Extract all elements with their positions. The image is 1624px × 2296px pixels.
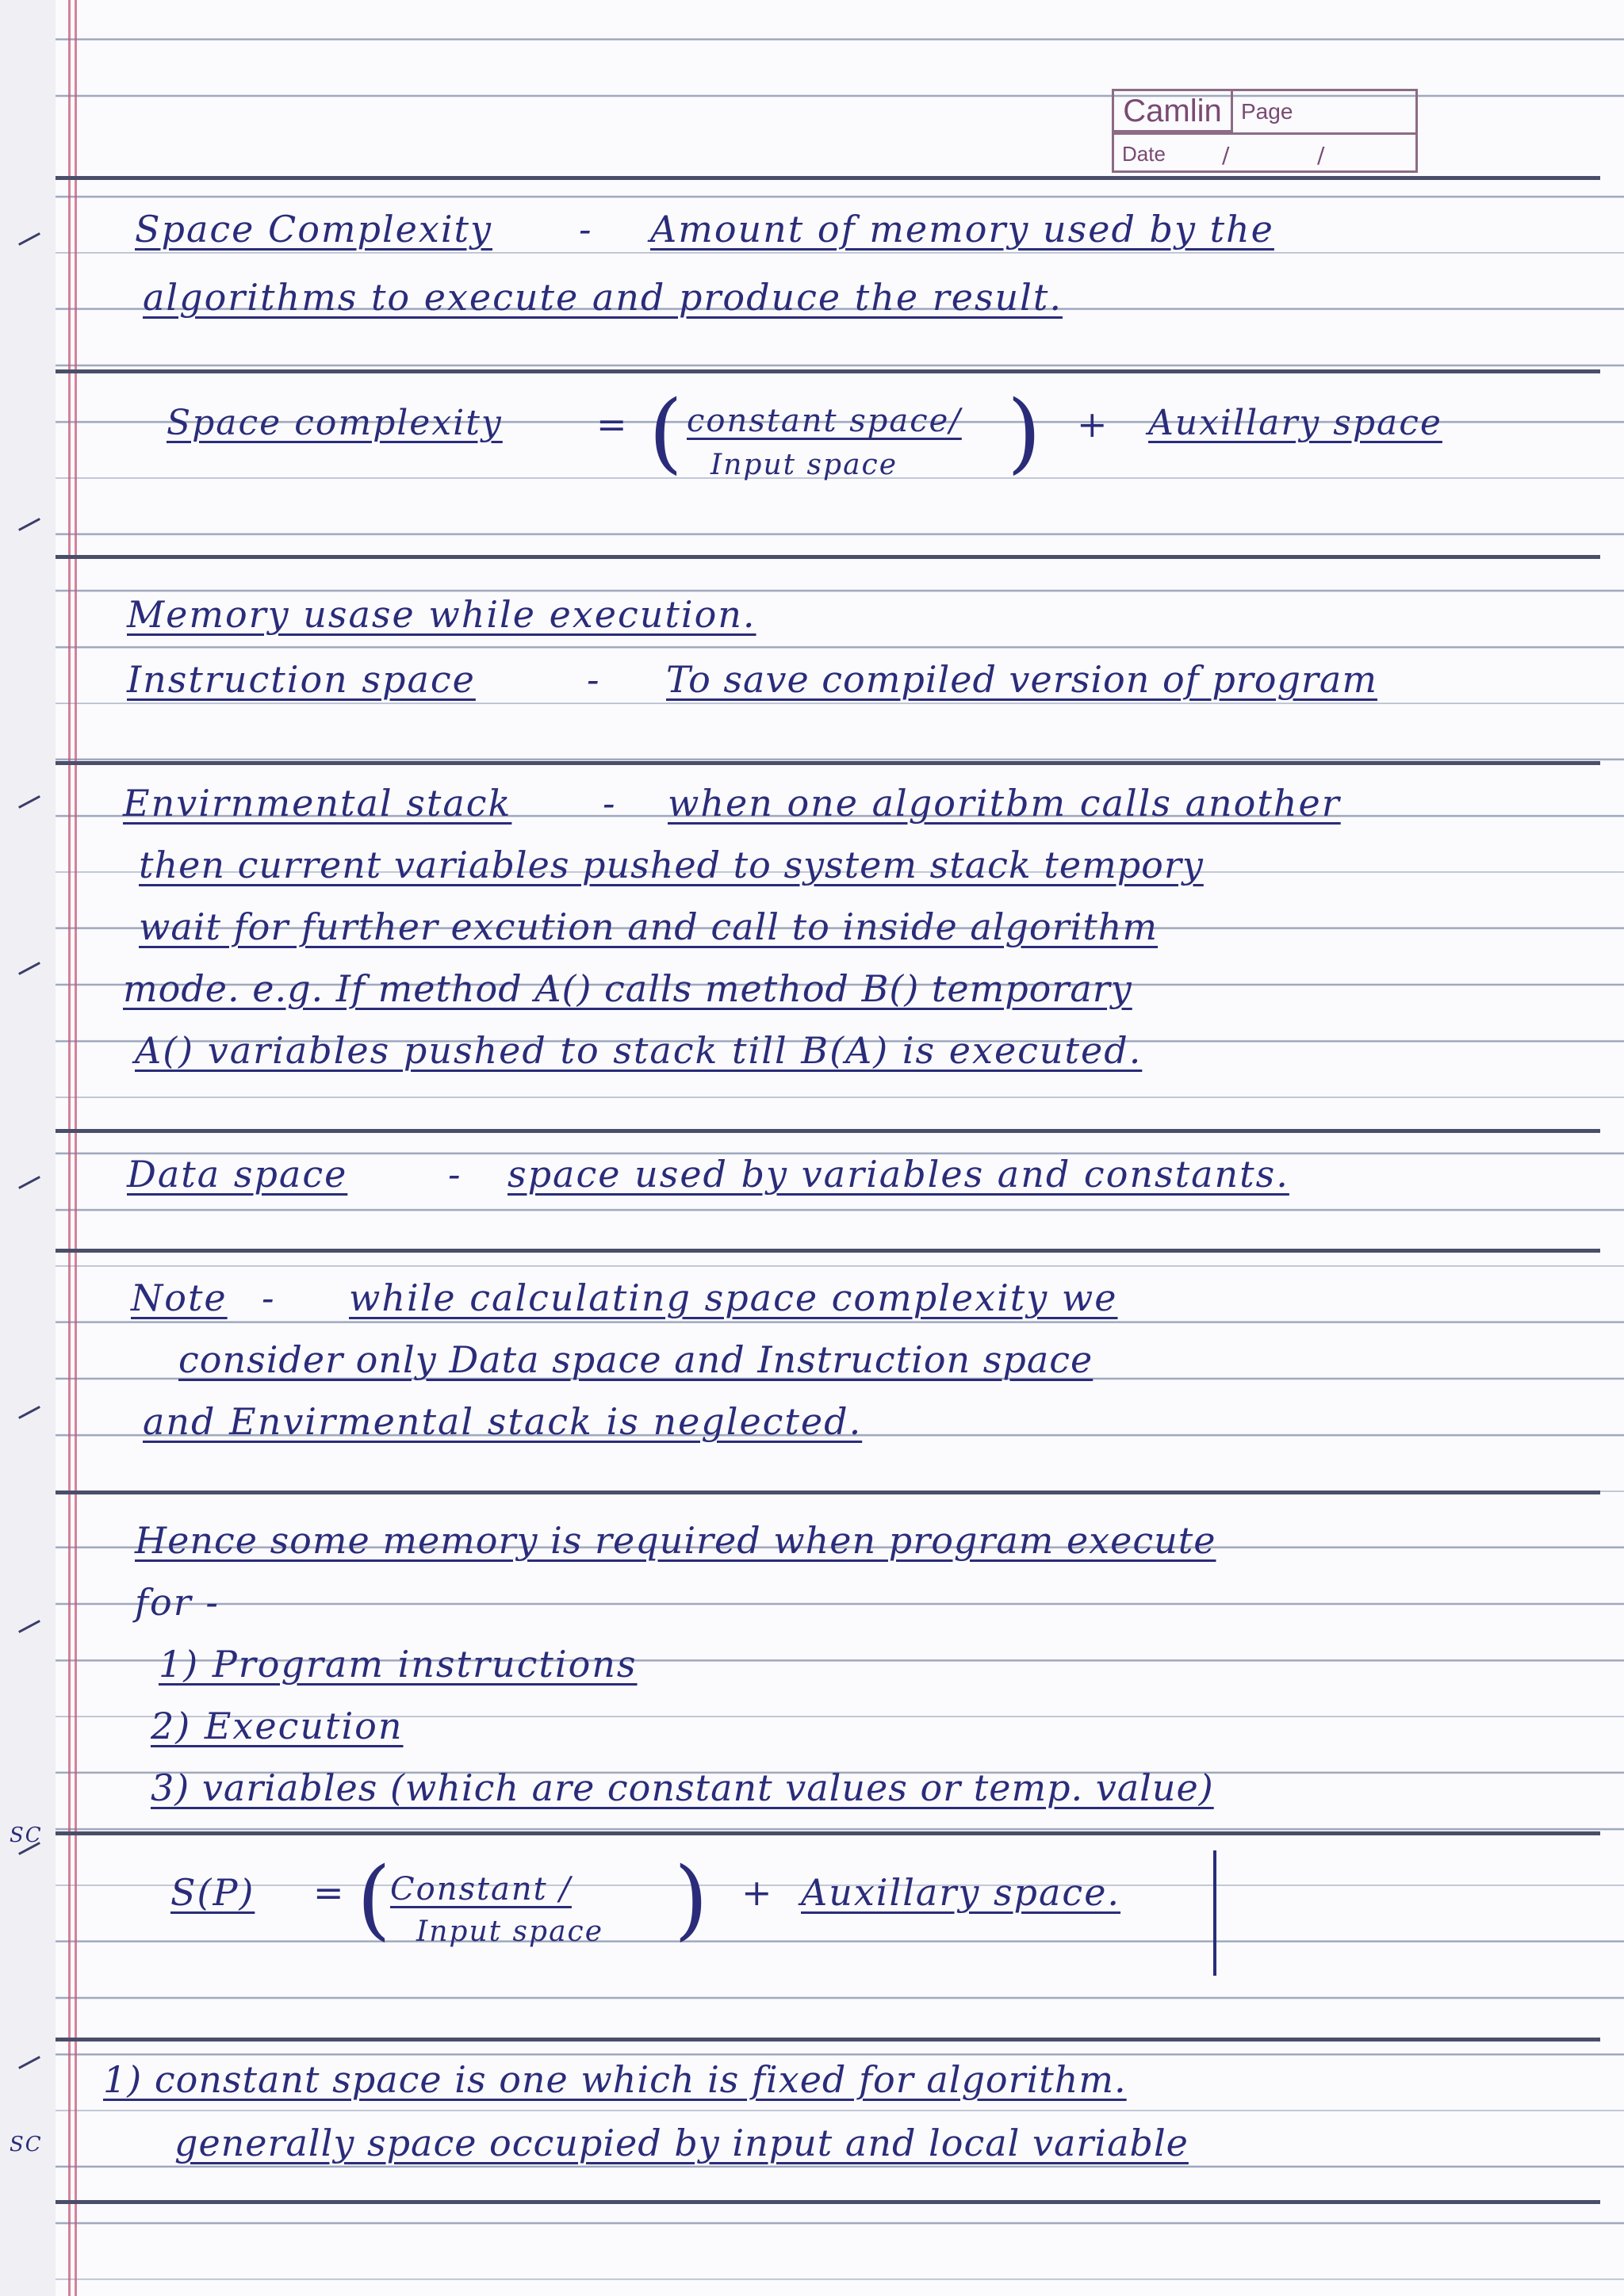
note-term: Note [131, 1276, 228, 1319]
definition-term: Space Complexity [135, 208, 493, 251]
formula2-box-edge [1213, 1850, 1216, 1976]
env-stack-dash: - [603, 782, 617, 825]
formula2-equals: = [313, 1871, 346, 1914]
section-divider [56, 1249, 1600, 1253]
section-divider [56, 1831, 1600, 1835]
formula2-paren-open: ( [357, 1848, 391, 1950]
note-line3: and Envirmental stack is neglected. [143, 1400, 863, 1443]
env-stack-line2: then current variables pushed to system stack tempory [139, 844, 1204, 886]
formula2-top: Constant / [390, 1871, 572, 1908]
formula1-paren-open: ( [649, 381, 683, 483]
hence-line1: Hence some memory is required when program execute [135, 1519, 1216, 1562]
formula1-rhs: Auxillary space [1148, 403, 1442, 443]
env-stack-line1: when one algoritbm calls another [668, 782, 1341, 825]
note-dash: - [262, 1276, 276, 1319]
definition-dash: - [579, 208, 593, 251]
date-separator: / [1317, 142, 1325, 168]
data-space-term: Data space [127, 1153, 348, 1196]
formula1-equals: = [596, 403, 629, 446]
data-space-def: space used by variables and constants. [508, 1153, 1289, 1196]
formula2-paren-close: ) [674, 1848, 708, 1950]
hence-item: 2) Execution [151, 1705, 404, 1747]
margin-scribble: SC [10, 2133, 43, 2156]
formula1-paren-close: ) [1007, 381, 1041, 483]
hence-item: 1) Program instructions [159, 1643, 638, 1686]
note-line1: while calculating space complexity we [349, 1276, 1118, 1319]
formula2-lhs: S(P) [170, 1871, 255, 1914]
page-label: Page [1241, 99, 1293, 124]
note-line2: consider only Data space and Instruction space [178, 1338, 1094, 1381]
section-divider [56, 761, 1600, 765]
section-divider [56, 2200, 1600, 2204]
date-separator: / [1222, 142, 1230, 168]
data-space-dash: - [448, 1153, 462, 1196]
margin-line [75, 0, 77, 2296]
env-stack-line5: A() variables pushed to stack till B(A) is executed. [135, 1029, 1143, 1072]
instruction-space-def: To save compiled version of program [666, 658, 1377, 701]
left-margin-strip [0, 0, 56, 2296]
section-divider [56, 369, 1600, 373]
formula2-rhs: Auxillary space. [801, 1871, 1121, 1914]
definition-line2: algorithms to execute and produce the result. [143, 276, 1063, 319]
margin-line [68, 0, 71, 2296]
env-stack-term: Envirnmental stack [123, 782, 512, 825]
section-divider [56, 1129, 1600, 1133]
box-divider [1114, 132, 1415, 136]
constant-space-line2: generally space occupied by input and local variable [174, 2122, 1189, 2164]
margin-scribble: SC [10, 1823, 43, 1847]
instruction-space-term: Instruction space [127, 658, 476, 701]
env-stack-line4: mode. e.g. If method A() calls method B() temporary [123, 967, 1132, 1010]
brand-logo: Camlin [1114, 91, 1233, 132]
hence-line2: for - [135, 1581, 220, 1624]
section-divider [56, 176, 1600, 180]
section-divider [56, 2038, 1600, 2042]
formula1-plus: + [1077, 403, 1109, 446]
env-stack-line3: wait for further excution and call to inside algorithm [139, 905, 1159, 948]
instruction-space-dash: - [587, 658, 601, 701]
constant-space-line1: 1) constant space is one which is fixed for algorithm. [103, 2058, 1127, 2101]
formula1-bottom: Input space [710, 449, 898, 481]
hence-item: 3) variables (which are constant values or temp. value) [151, 1766, 1214, 1809]
memory-usage-heading: Memory usase while execution. [127, 593, 756, 636]
formula2-bottom: Input space [416, 1915, 603, 1948]
date-label: Date [1122, 142, 1166, 166]
section-divider [56, 1490, 1600, 1494]
formula2-plus: + [741, 1871, 774, 1914]
definition-line1: Amount of memory used by the [650, 208, 1274, 251]
page-date-box [1112, 89, 1418, 173]
formula1-lhs: Space complexity [167, 403, 503, 443]
formula1-top: constant space/ [687, 403, 962, 439]
section-divider [56, 555, 1600, 559]
